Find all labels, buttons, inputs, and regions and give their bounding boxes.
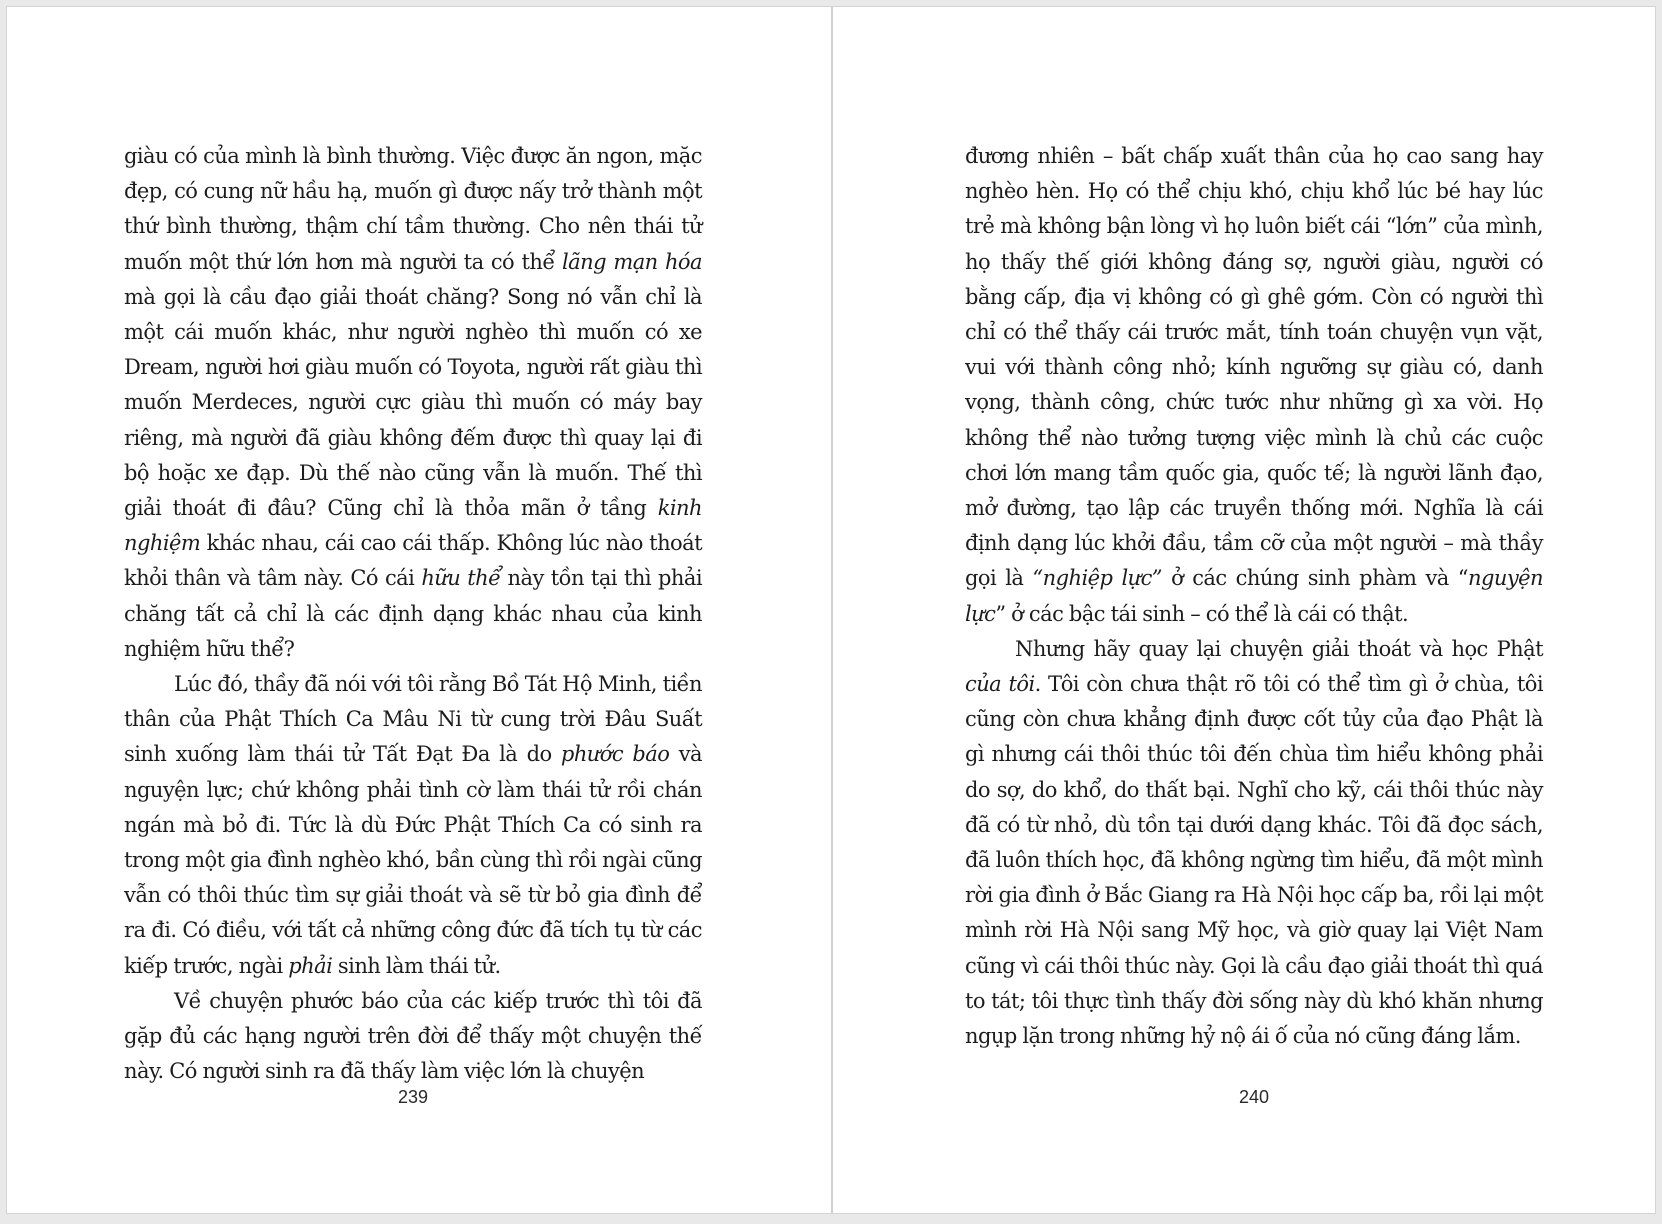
- paragraph: [124, 139, 702, 667]
- text-run: đương nhiên – bất chấp xuất thân của họ cao sang hay nghèo hèn. Họ có thể chịu khó, chịu khổ lúc bé hay lúc trẻ mà không bận lòng vì họ luôn biết cái “lớn” của mình, họ thấy thế giới không đáng sợ, người giàu, người có bằng cấp, địa vị không có gì ghê gớm. Còn có người thì chỉ có thể thấy cái trước mắt, tính toán chuyện vụn vặt, vui với thành công nhỏ; kính ngưỡng sự giàu có, danh vọng, thành công, chức tước như những gì xa vời. Họ không thể nào tưởng tượng việc mình là chủ các cuộc chơi lớn mang tầm quốc gia, quốc tế; là người lãnh đạo, mở đường, tạo lập các truyền thống mới. Nghĩa là cái định dạng lúc khởi đầu, tầm cỡ của một người – mà thầy gọi là: [965, 144, 1543, 591]
- text-run: ở các chúng sinh phàm và “: [1162, 566, 1468, 591]
- italic-run: phước báo: [560, 742, 670, 767]
- italic-run: của tôi: [965, 672, 1035, 697]
- page-number: 239: [397, 1087, 429, 1107]
- text-run: sinh làm thái tử.: [332, 953, 501, 978]
- left-page[interactable]: [7, 7, 831, 1213]
- text-run: Nhưng hãy quay lại chuyện giải thoát và học Phật: [1015, 636, 1543, 661]
- page-number: 240: [1238, 1087, 1270, 1107]
- italic-run: kinh nghiệm: [124, 496, 702, 556]
- text-run: giàu có của mình là bình thường. Việc được ăn ngon, mặc đẹp, có cung nữ hầu hạ, muốn gì được nấy trở thành một thứ bình thường, thậm chí tầm thường. Cho nên thái tử muốn một thứ lớn hơn mà người ta có thể: [124, 144, 702, 274]
- book-spread: [6, 6, 1656, 1214]
- paragraph: [965, 139, 1543, 632]
- italic-run: lãng mạn hóa: [562, 249, 702, 274]
- italic-run: hữu thể: [421, 566, 501, 591]
- italic-run: phải: [288, 953, 333, 978]
- italic-run: “nghiệp lực”: [1032, 566, 1162, 591]
- italic-run: nguyện lực: [965, 566, 1543, 626]
- paragraph: [124, 667, 702, 984]
- text-run: và nguyện lực; chứ không phải tình cờ làm thái tử rồi chán ngán mà bỏ đi. Tức là dù Đức Phật Thích Ca có sinh ra trong một gia đình nghèo khó, bần cùng thì rồi ngài cũng vẫn có thôi thúc tìm sự giải thoát và sẽ từ bỏ gia đình để ra đi. Có điều, với tất cả những công đức đã tích tụ từ các kiếp trước, ngài: [124, 742, 702, 978]
- text-run: . Tôi còn chưa thật rõ tôi có thể tìm gì ở chùa, tôi cũng còn chưa khẳng định được cốt tủy của đạo Phật là gì nhưng cái thôi thúc tôi đến chùa tìm hiểu không phải do sợ, do khổ, do thất bại. Nghĩ cho kỹ, cái thôi thúc này đã có từ nhỏ, dù tồn tại dưới dạng khác. Tôi đã đọc sách, đã luôn thích học, đã không ngừng tìm hiểu, đã một mình rời gia đình ở Bắc Giang ra Hà Nội học cấp ba, rồi lại một mình rời Hà Nội sang Mỹ học, và giờ quay lại Việt Nam cũng vì cái thôi thúc này. Gọi là cầu đạo giải thoát thì quá to tát; tôi thực tình thấy đời sống này dù khó khăn nhưng ngụp lặn trong những hỷ nộ ái ố của nó cũng đáng lắm.: [965, 672, 1543, 1049]
- paragraph: [124, 984, 702, 1090]
- paragraph: [965, 632, 1543, 1054]
- right-page[interactable]: [833, 7, 1657, 1213]
- text-run: này tồn tại thì phải chăng tất cả chỉ là các định dạng khác nhau của kinh nghiệm hữu thể?: [124, 566, 703, 661]
- right-page-text: [965, 139, 1543, 1054]
- left-page-text: [124, 139, 702, 1089]
- text-run: mà gọi là cầu đạo giải thoát chăng? Song nó vẫn chỉ là một cái muốn khác, như người nghèo thì muốn có xe Dream, người hơi giàu muốn có Toyota, người rất giàu thì muốn Merdeces, người cực giàu thì muốn có máy bay riêng, mà người đã giàu không đếm được thì quay lại đi bộ hoặc xe đạp. Dù thế nào cũng vẫn là muốn. Thế thì giải thoát đi đâu? Cũng chỉ là thỏa mãn ở tầng: [124, 284, 702, 521]
- text-run: ” ở các bậc tái sinh – có thể là cái có thật.: [995, 601, 1409, 626]
- text-run: khác nhau, cái cao cái thấp. Không lúc nào thoát khỏi thân và tâm này. Có cái: [124, 531, 702, 591]
- text-run: Lúc đó, thầy đã nói với tôi rằng Bồ Tát Hộ Minh, tiền thân của Phật Thích Ca Mâu Ni từ cung trời Đâu Suất sinh xuống làm thái tử Tất Đạt Đa là do: [124, 672, 702, 767]
- text-run: Về chuyện phước báo của các kiếp trước thì tôi đã gặp đủ các hạng người trên đời để thấy một chuyện thế này. Có người sinh ra đã thấy làm việc lớn là chuyện: [124, 988, 702, 1084]
